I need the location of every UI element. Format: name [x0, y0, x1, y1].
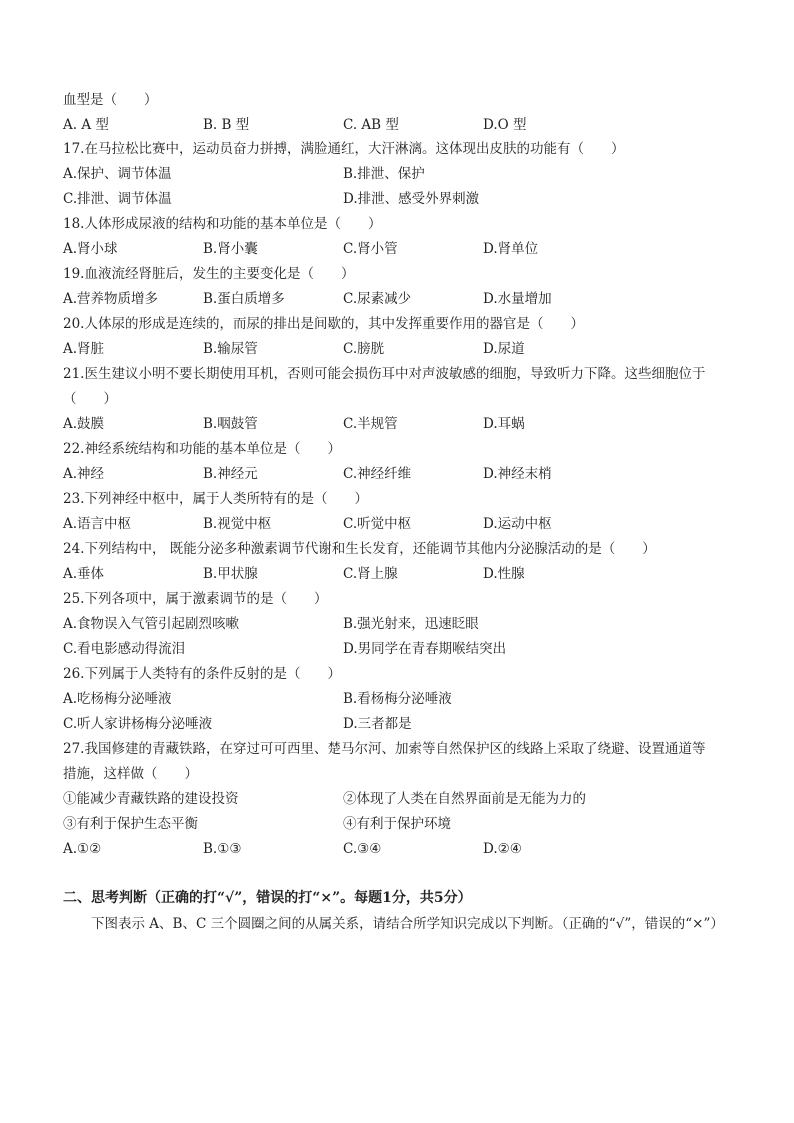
option-a: A.垂体 [63, 566, 105, 582]
option-d: D.肾单位 [483, 241, 539, 257]
option-d: D.神经末梢 [483, 466, 552, 482]
question-16-stem-tail: 血型是（ ） [63, 92, 158, 108]
option-c: C.肾上腺 [343, 566, 398, 582]
option-c: C.肾小管 [343, 241, 398, 257]
option-c: C.看电影感动得流泪 [63, 641, 186, 657]
option-b: B.排泄、保护 [343, 166, 425, 182]
question-21-stem: 21.医生建议小明不要长期使用耳机，否则可能会损伤耳中对声波敏感的细胞，导致听力下降。这些细胞位于 [63, 366, 706, 382]
option-b: B.输尿管 [203, 341, 258, 357]
option-c: C.听觉中枢 [343, 516, 412, 532]
option-c: C.排泄、调节体温 [63, 191, 172, 207]
option-d: D.男同学在青春期喉结突出 [343, 641, 507, 657]
option-a: A. A 型 [63, 117, 109, 133]
option-a: A.食物误入气管引起剧烈咳嗽 [63, 616, 240, 632]
question-25-stem: 25.下列各项中，属于激素调节的是（ ） [63, 591, 328, 607]
question-20-stem: 20.人体尿的形成是连续的，而尿的排出是间歇的，其中发挥重要作用的器官是（ ） [63, 316, 584, 332]
option-d: D.三者都是 [343, 716, 412, 732]
option-c: C.③④ [343, 841, 382, 857]
option-b: B.神经元 [203, 466, 258, 482]
question-21-stem-continued: （ ） [63, 391, 117, 407]
question-17-stem: 17.在马拉松比赛中，运动员奋力拼搏，满脸通红，大汗淋漓。这体现出皮肤的功能有（ ） [63, 141, 625, 157]
option-d: D.尿道 [483, 341, 525, 357]
option-d: D.性腺 [483, 566, 525, 582]
option-c: C. AB 型 [343, 117, 399, 133]
option-a: A.吃杨梅分泌唾液 [63, 691, 172, 707]
option-d: D.O 型 [483, 117, 527, 133]
section-2-instructions: 下图表示 A、B、C 三个圆圈之间的从属关系，请结合所学知识完成以下判断。（正确的“√”，错误的“×”） [91, 916, 724, 932]
option-a: A.神经 [63, 466, 105, 482]
option-b: B.看杨梅分泌唾液 [343, 691, 452, 707]
option-c: C.尿素减少 [343, 291, 412, 307]
option-c: C.半规管 [343, 416, 398, 432]
question-26-stem: 26.下列属于人类特有的条件反射的是（ ） [63, 666, 341, 682]
option-a: A.保护、调节体温 [63, 166, 172, 182]
option-a: A.营养物质增多 [63, 291, 159, 307]
option-a: A.①② [63, 841, 102, 857]
option-d: D.耳蜗 [483, 416, 525, 432]
statement-2: ②体现了人类在自然界面前是无能为力的 [343, 791, 586, 807]
option-b: B.强光射来，迅速眨眼 [343, 616, 479, 632]
option-a: A.语言中枢 [63, 516, 132, 532]
option-b: B.①③ [203, 841, 242, 857]
option-b: B.蛋白质增多 [203, 291, 285, 307]
option-d: D.排泄、感受外界刺激 [343, 191, 480, 207]
option-b: B.咽鼓管 [203, 416, 258, 432]
section-2-heading: 二、思考判断（正确的打“√”，错误的打“×”。每题1分，共5分） [63, 890, 472, 906]
question-27-stem: 27.我国修建的青藏铁路，在穿过可可西里、楚马尔河、加索等自然保护区的线路上采取了绕避、设置通道等 [63, 741, 706, 757]
option-a: A.肾小球 [63, 241, 118, 257]
option-a: A.肾脏 [63, 341, 105, 357]
question-18-stem: 18.人体形成尿液的结构和功能的基本单位是（ ） [63, 216, 382, 232]
option-c: C.听人家讲杨梅分泌唾液 [63, 716, 213, 732]
statement-3: ③有利于保护生态平衡 [63, 816, 198, 832]
option-b: B.甲状腺 [203, 566, 258, 582]
option-d: D.运动中枢 [483, 516, 552, 532]
option-d: D.水量增加 [483, 291, 552, 307]
option-b: B.视觉中枢 [203, 516, 272, 532]
option-c: C.神经纤维 [343, 466, 412, 482]
question-22-stem: 22.神经系统结构和功能的基本单位是（ ） [63, 441, 341, 457]
option-b: B.肾小囊 [203, 241, 258, 257]
question-19-stem: 19.血液流经肾脏后，发生的主要变化是（ ） [63, 266, 355, 282]
statement-4: ④有利于保护环境 [343, 816, 451, 832]
option-c: C.膀胱 [343, 341, 385, 357]
option-d: D.②④ [483, 841, 522, 857]
option-a: A.鼓膜 [63, 416, 105, 432]
question-27-stem-continued: 措施，这样做（ ） [63, 766, 198, 782]
option-b: B. B 型 [203, 117, 250, 133]
question-23-stem: 23.下列神经中枢中，属于人类所特有的是（ ） [63, 491, 368, 507]
question-24-stem: 24.下列结构中， 既能分泌多种激素调节代谢和生长发育，还能调节其他内分泌腺活动的是（ ） [63, 541, 656, 557]
statement-1: ①能减少青藏铁路的建设投资 [63, 791, 239, 807]
